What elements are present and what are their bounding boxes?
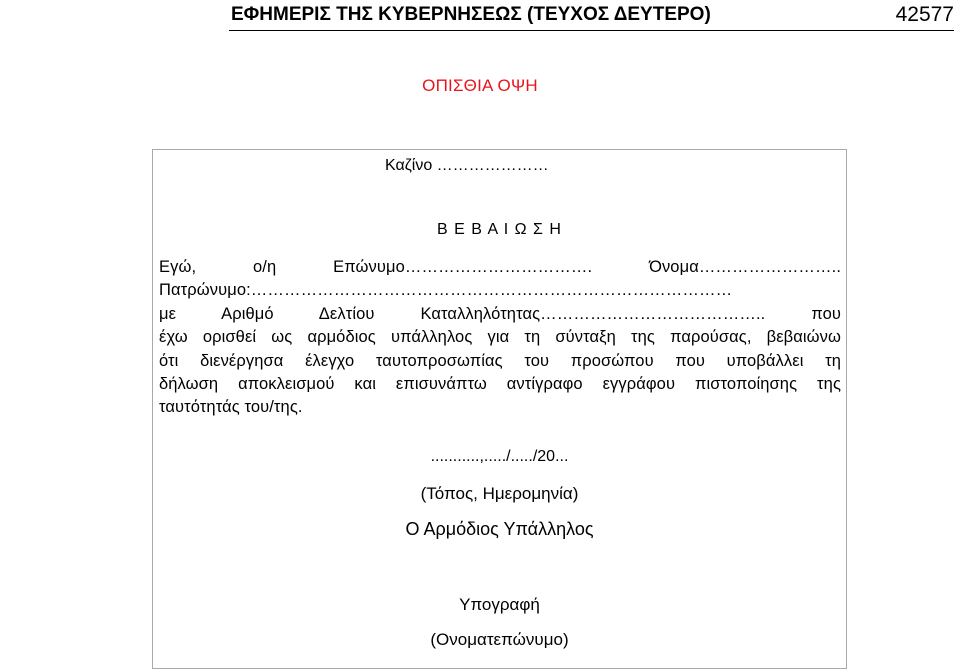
- page-number: 42577: [895, 3, 954, 26]
- casino-field: Καζίνο …………………: [385, 157, 549, 174]
- header-divider: [229, 30, 954, 31]
- place-date-label: (Τόπος, Ημερομηνία): [420, 484, 579, 503]
- date-placeholder: ...........,...../...../20...: [430, 448, 569, 465]
- signature-label: Υπογραφή: [459, 595, 540, 614]
- section-label: ΟΠΙΣΘΙΑ ΟΨΗ: [422, 76, 538, 95]
- certificate-title: Β Ε Β Α Ι Ω Σ Η: [437, 221, 562, 238]
- body-line-surname-name: Εγώ, ο/η Επώνυμο……………………………. Όνομα……………………..: [159, 258, 841, 276]
- page-header: [0, 0, 960, 32]
- body-line-text: έχω ορισθεί ως αρμόδιος υπάλληλος για τη σύνταξη της παρούσας, βεβαιώνω: [159, 328, 841, 347]
- fullname-label: (Ονοματεπώνυμο): [430, 630, 569, 649]
- body-line-license-number: με Αριθμό Δελτίου Καταλληλότητας………………………………….. που: [159, 304, 841, 323]
- body-line-patronymic: Πατρώνυμο:……………………………………………………………………………: [159, 281, 733, 300]
- certificate-form: [152, 149, 847, 669]
- body-line-text: ότι διενέργησα έλεγχο ταυτοπροσωπίας του προσώπου που υποβάλλει τη: [159, 351, 841, 370]
- body-line-text: ταυτότητάς του/της.: [159, 398, 303, 417]
- gazette-title: ΕΦΗΜΕΡΙΣ ΤΗΣ ΚΥΒΕΡΝΗΣΕΩΣ (ΤΕΥΧΟΣ ΔΕΥΤΕΡΟ): [231, 4, 711, 25]
- official-label: Ο Αρμόδιος Υπάλληλος: [405, 519, 594, 539]
- certificate-body: [159, 256, 841, 420]
- body-line-text: δήλωση αποκλεισμού και επισυνάπτω αντίγραφο εγγράφου πιστοποίησης της: [159, 375, 841, 394]
